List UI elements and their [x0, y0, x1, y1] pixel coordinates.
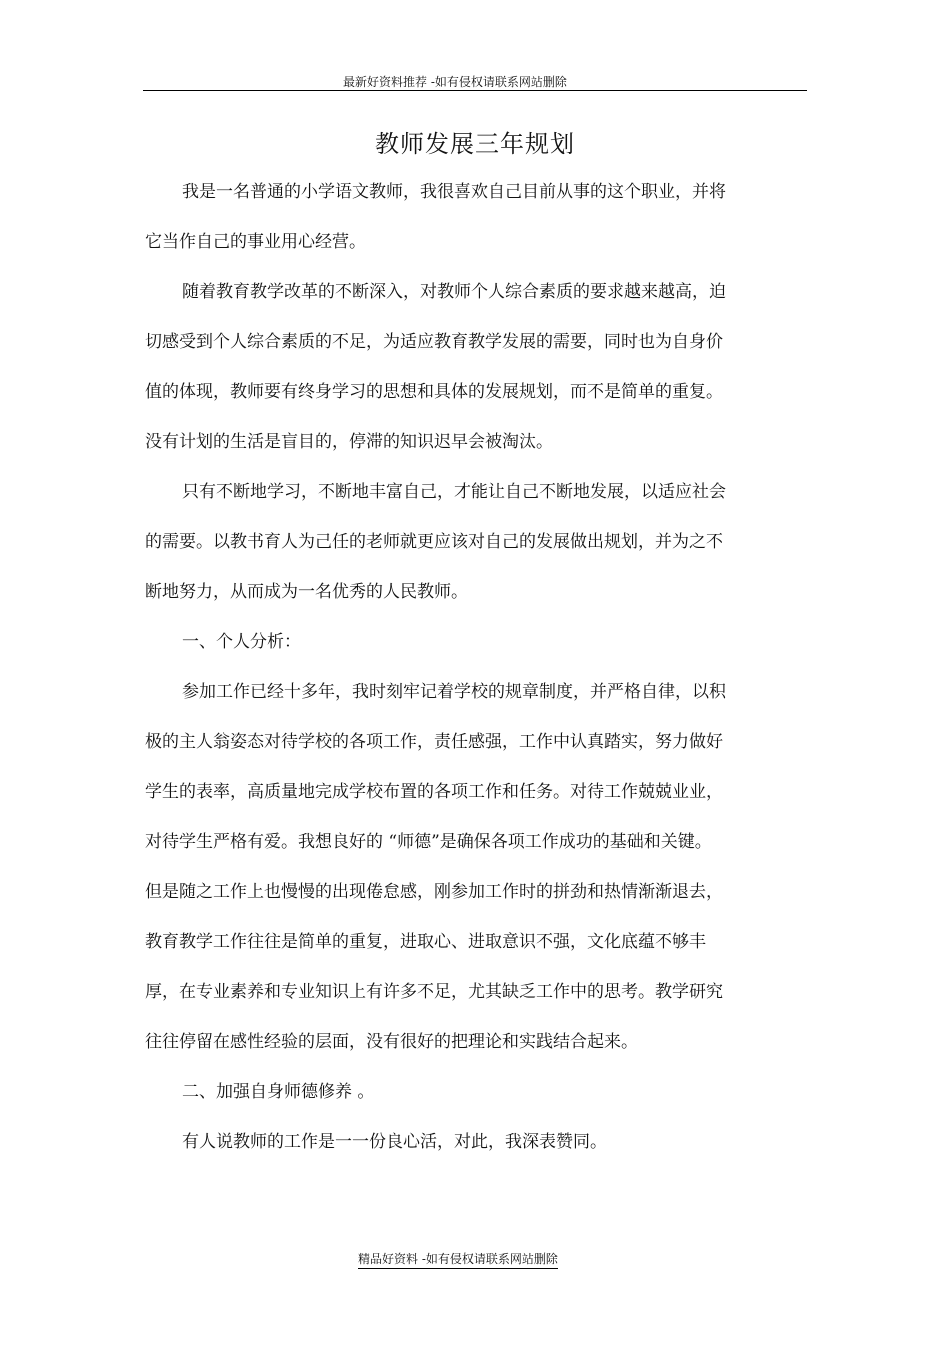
- paragraph-line: 随着教育教学改革的不断深入，对教师个人综合素质的要求越来越高，迫: [182, 282, 726, 302]
- paragraph-line: 它当作自己的事业用心经营。: [145, 232, 366, 252]
- paragraph-line: 厚，在专业素养和专业知识上有许多不足，尤其缺乏工作中的思考。教学研究: [145, 982, 723, 1002]
- paragraph-line: 切感受到个人综合素质的不足，为适应教育教学发展的需要，同时也为自身价: [145, 332, 723, 352]
- section-heading: 二、加强自身师德修养 。: [182, 1082, 375, 1102]
- paragraph-line: 只有不断地学习，不断地丰富自己，才能让自己不断地发展，以适应社会: [182, 482, 726, 502]
- page-footer: 精品好资料 -如有侵权请联系网站删除: [358, 1250, 558, 1269]
- paragraph-line: 我是一名普通的小学语文教师，我很喜欢自己目前从事的这个职业，并将: [182, 182, 726, 202]
- paragraph-line: 极的主人翁姿态对待学校的各项工作，责任感强，工作中认真踏实，努力做好: [145, 732, 723, 752]
- paragraph-line: 的需要。以教书育人为己任的老师就更应该对自己的发展做出规划，并为之不: [145, 532, 723, 552]
- header-text: 最新好资料推荐 -如有侵权请联系网站删除: [343, 75, 567, 89]
- paragraph-line: 没有计划的生活是盲目的，停滞的知识迟早会被淘汰。: [145, 432, 553, 452]
- paragraph-line: 教育教学工作往往是简单的重复，进取心、进取意识不强，文化底蕴不够丰: [145, 932, 706, 952]
- paragraph-line: 有人说教师的工作是一一份良心活，对此，我深表赞同。: [182, 1132, 607, 1152]
- paragraph-line: 对待学生严格有爱。我想良好的 “师德”是确保各项工作成功的基础和关键。: [145, 832, 712, 852]
- paragraph-line: 值的体现，教师要有终身学习的思想和具体的发展规划，而不是简单的重复。: [145, 382, 723, 402]
- paragraph-line: 断地努力，从而成为一名优秀的人民教师。: [145, 582, 468, 602]
- page-header: [143, 70, 807, 91]
- document-title: 教师发展三年规划: [375, 130, 575, 158]
- paragraph-line: 参加工作已经十多年，我时刻牢记着学校的规章制度，并严格自律，以积: [182, 682, 726, 702]
- paragraph-line: 往往停留在感性经验的层面，没有很好的把理论和实践结合起来。: [145, 1032, 638, 1052]
- paragraph-line: 学生的表率，高质量地完成学校布置的各项工作和任务。对待工作兢兢业业，: [145, 782, 723, 802]
- paragraph-line: 但是随之工作上也慢慢的出现倦怠感，刚参加工作时的拼劲和热情渐渐退去，: [145, 882, 723, 902]
- section-heading: 一、个人分析：: [182, 632, 301, 652]
